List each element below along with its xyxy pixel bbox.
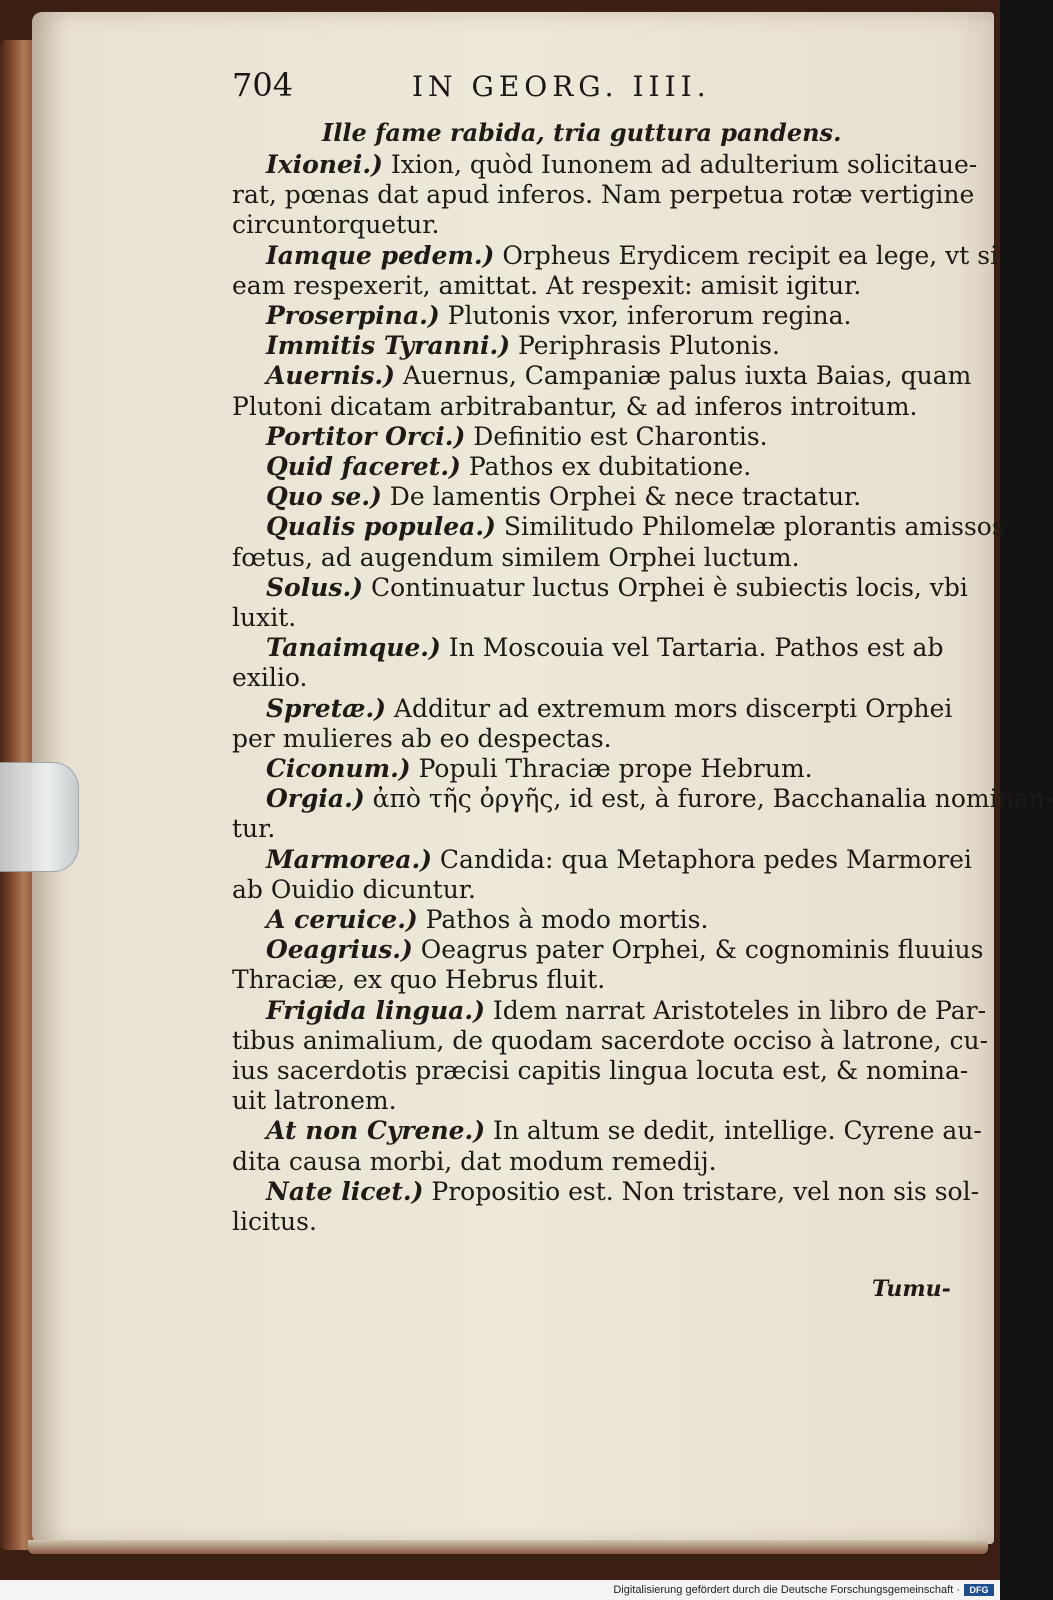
text-line — [266, 422, 956, 452]
line-text: Similitudo Philomelæ plorantis amissos — [495, 512, 1005, 542]
line-text: Additur ad extremum mors discerpti Orphei — [385, 693, 953, 723]
line-text: In altum se dedit, intellige. Cyrene au- — [485, 1116, 982, 1146]
line-text: Oeagrus pater Orphei, & cognominis fluuius — [412, 935, 984, 965]
text-line — [266, 361, 972, 391]
lemma: Oeagrius.) — [266, 935, 413, 965]
dfg-logo: DFG — [964, 1584, 994, 1596]
line-text: exilio. — [232, 663, 308, 693]
line-text: Orpheus Erydicem recipit ea lege, vt si — [494, 240, 999, 270]
lemma: Portitor Orci.) — [266, 421, 466, 451]
lemma: Solus.) — [266, 572, 364, 602]
text-line — [266, 301, 956, 331]
text-line — [266, 1116, 982, 1146]
line-text: Thraciæ, ex quo Hebrus fluit. — [232, 965, 606, 995]
lemma: Proserpina.) — [266, 301, 440, 330]
line-text: dita causa morbi, dat modum remedij. — [232, 1146, 717, 1176]
line-text: eam respexerit, amittat. At respexit: amisit igitur. — [232, 270, 862, 300]
line-text: tur. — [232, 814, 276, 844]
text-line — [232, 180, 975, 210]
text-line — [232, 1025, 989, 1056]
text-line — [266, 482, 956, 512]
text-line — [232, 814, 956, 844]
line-text: uit latronem. — [232, 1086, 397, 1116]
lemma: Spretæ.) — [266, 693, 386, 723]
lemma: Auernis.) — [266, 361, 395, 391]
verse-quotation: Ille fame rabida, tria guttura pandens. — [322, 118, 842, 147]
text-line — [266, 240, 999, 271]
text-line — [266, 572, 968, 603]
line-text: ab Ouidio dicuntur. — [232, 874, 476, 904]
text-line — [266, 694, 956, 724]
text-line — [266, 784, 1053, 814]
line-text: De lamentis Orphei & nece tractatur. — [381, 482, 862, 512]
line-text: Candida: qua Metaphora pedes Marmorei — [431, 844, 972, 874]
footer-credit: Digitalisierung gefördert durch die Deutsche Forschungsgemeinschaft · — [613, 1584, 960, 1596]
line-text: ἀπὸ τῆς ὀργῆς, id est, à furore, Bacchanalia nominan- — [364, 784, 1053, 814]
line-text: licitus. — [232, 1207, 317, 1236]
line-text: luxit. — [232, 603, 297, 632]
text-line — [266, 1176, 980, 1207]
text-line — [232, 271, 956, 301]
text-line — [232, 543, 956, 573]
lemma: Iamque pedem.) — [266, 240, 495, 270]
text-line — [232, 1207, 956, 1237]
line-text: per mulieres ab eo despectas. — [232, 723, 612, 753]
text-line — [266, 935, 984, 965]
line-text: Plutonis vxor, inferorum regina. — [439, 301, 852, 330]
page-header — [232, 62, 792, 112]
lemma: Immitis Tyranni.) — [266, 331, 511, 361]
text-line — [266, 150, 978, 180]
text-line — [266, 452, 956, 482]
text-line — [232, 210, 956, 240]
lemma: Quid faceret.) — [266, 452, 461, 481]
lemma: Orgia.) — [266, 784, 365, 814]
catchword: Tumu- — [872, 1276, 951, 1302]
text-line — [232, 663, 956, 693]
lemma: Quo se.) — [266, 482, 382, 512]
lemma: Tanaimque.) — [266, 633, 441, 663]
text-line — [266, 844, 972, 875]
line-text: rat, pœnas dat apud inferos. Nam perpetua rotæ vertigine — [232, 180, 975, 210]
line-text: Continuatur luctus Orphei è subiectis locis, vbi — [363, 572, 968, 602]
running-head: IN GEORG. IIII. — [412, 70, 711, 103]
line-text: Propositio est. Non tristare, vel non sis sol- — [423, 1176, 980, 1206]
line-text: tibus animalium, de quodam sacerdote occiso à latrone, cu- — [232, 1025, 989, 1055]
page-clip — [0, 762, 79, 872]
text-line — [232, 1147, 956, 1177]
line-text: Ixion, quòd Iunonem ad adulterium solicitaue- — [382, 150, 978, 179]
text-line — [266, 995, 987, 1026]
lemma: Frigida lingua.) — [266, 995, 485, 1025]
text-line — [232, 875, 956, 905]
text-line — [266, 754, 956, 784]
lemma: A ceruice.) — [266, 905, 418, 934]
line-text: Idem narrat Aristoteles in libro de Par- — [484, 995, 987, 1025]
line-text: Pathos à modo mortis. — [417, 905, 709, 934]
line-text: Populi Thraciæ prope Hebrum. — [410, 754, 813, 783]
text-line — [266, 331, 956, 361]
line-text: ius sacerdotis præcisi capitis lingua locuta est, & nomina- — [232, 1056, 969, 1085]
text-line — [232, 724, 956, 754]
line-text: Pathos ex dubitatione. — [460, 452, 752, 481]
lemma: Nate licet.) — [266, 1176, 424, 1206]
text-line — [232, 603, 956, 633]
text-line — [266, 633, 956, 663]
line-text: Auernus, Campaniæ palus iuxta Baias, quam — [394, 361, 972, 391]
text-line — [266, 512, 1005, 542]
line-text: Plutoni dicatam arbitrabantur, & ad inferos introitum. — [232, 391, 918, 421]
line-text: Definitio est Charontis. — [465, 421, 768, 451]
lemma: Marmorea.) — [266, 844, 432, 874]
text-line — [232, 965, 956, 995]
footer-bar — [0, 1580, 1000, 1600]
text-line — [232, 392, 956, 422]
text-line — [232, 1086, 956, 1116]
line-text: circuntorquetur. — [232, 210, 440, 240]
lemma: At non Cyrene.) — [266, 1116, 486, 1146]
page-number: 704 — [232, 66, 294, 104]
page-bottom-edge — [28, 1540, 988, 1554]
lemma: Ciconum.) — [266, 754, 411, 783]
line-text: fœtus, ad augendum similem Orphei luctum. — [232, 542, 800, 572]
lemma: Qualis populea.) — [266, 512, 496, 542]
lemma: Ixionei.) — [266, 150, 383, 179]
text-line — [232, 1056, 969, 1086]
text-line — [266, 905, 956, 935]
line-text: In Moscouia vel Tartaria. Pathos est ab — [440, 633, 944, 663]
line-text: Periphrasis Plutonis. — [510, 331, 780, 361]
